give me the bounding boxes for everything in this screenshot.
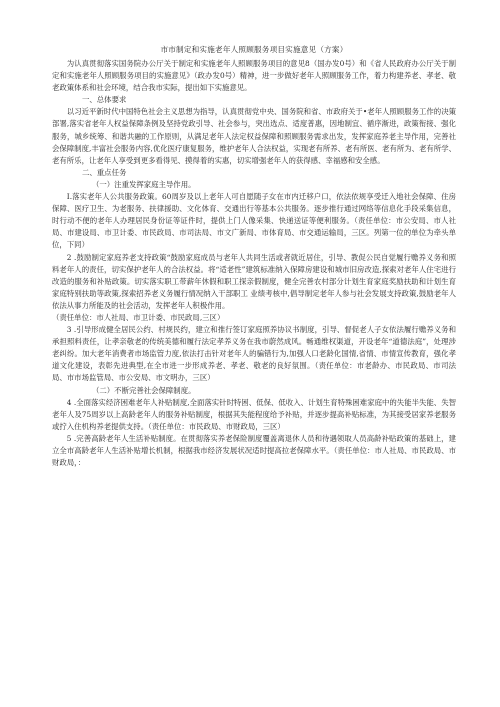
intro-paragraph: 为认真贯彻落实国务院办公厅关于制定和实施老年人照顾服务项目的意见8（国办发0号）和《省人民政府办公厅关于制定和实施老年人照顾服务项目的实施意见》（政办发0号）精神，进一步做好老年人照顾服务工作，着力构建养老、孝老、敬老政策体系和社会环境，结合我市实际，提出如下实施意见。 bbox=[52, 59, 456, 93]
item-2-responsibility: （责任单位：市人社局、市卫计委、市民政局,三区） bbox=[52, 312, 225, 322]
subsection-heading-social-security: （二）不断完善社会保障制度。 bbox=[92, 385, 196, 395]
item-3-paragraph: 3 .引导形成健全居民公约、村规民约，建立和推行签订家庭照养协议书制度，引导、督促老人子女依法履行赡养义务和承担照料责任，让孝亲敬老的传统美德和履行法定孝养义务在我市蔚然成风。畅通维权渠道，开设老年“道德法庭”，处理涉老纠纷。加大老年消费者市场监管力度,依法打击针对老年人的骗错行为,加强人口老龄化国情,省情、市情宣传教育，强化孝道文化建设，表彰先进典型,在全市进一步形成养老、孝老、敬老的良好氛围。（责任单位：市老龄办、市民政局、市司法局、市市场监管局、市公安局、市文明办，三区） bbox=[52, 325, 456, 383]
item-5-paragraph: 5 .完善高龄老年人生活补贴制度。在贯彻落实养老保险制度覆盖离退休人员和待遇领取人员高龄补贴政策的基础上，建立全市高龄老年人生活补贴增长机制，根据我市经济发展状况适时提高拉老保障水平。（责任单位：市人社局、市民政局、市财政局，： bbox=[52, 433, 456, 468]
item-4-paragraph: 4 .全面落实经济困难老年人补贴制度,全面落实针时特困、低保、低收入、计划生育特殊困难家庭中的失能半失能、失智老年人及75周岁以上高龄老年人的服务补贴制度，根据其失能程度给予补贴，并逐步提高补贴标准，为其接受居家养老服务或拧入住机构养老提供支持。（责任单位：市民政局、市财政局，三区） bbox=[52, 397, 456, 431]
section-heading-overall: 一、总体要求 bbox=[82, 95, 127, 105]
subsection-heading-family: （一）注重发挥家庭主导作用。 bbox=[92, 179, 196, 189]
item-1-paragraph: I.落实老年人公共服务政策。60周岁及以上老年人可自愿随子女在市内迁移户口，依法依规享受迁入地社会保障、住房保障、医疗卫生、为老服务、扶律援助、文化体育、交通出行等基本公共服务。逐步推行通过网络等信息化手段采集信息，时行动不便的老年人办理居民身份证等证件时，提供上门人像采集、快递送证等便利服务。（责任单位：市公安局、市人社局、市建设局、市卫计委、市民政局、市司法局、市文广新局、市体育局、市交通运输局，三区。列第一位的单位为牵头单位，下同） bbox=[52, 192, 456, 250]
item-2-paragraph: 2 .鼓励制定家庭养老支持政策“鼓励家庭成员与老年人共同生活或者就近居住，引导、教促公民自觉履行赡养义务和照料老年人的责任，切实保护老年人的合法权益。将“适老性”建筑标准纳入保障房建设和城市旧房改造,探索对老年人住宅进行改造的服务和补贴政策。切实落实职工带薪年休假和职工探亲假制度，健全完善农村部分计划生育家庭奖励扶助和计划生育家庭特别扶助等政策,探索招养老义务履行情况纳入干部职工 业绩考核中,倡导制定老年人参与社会发展支持政策,鼓励老年人依法从事力所能及的社会活动，发挥老年人积极作用。 bbox=[52, 252, 456, 310]
section-heading-tasks: 二、重点任务 bbox=[82, 167, 127, 177]
section-body-overall: 以习近平新时代中国特色社会主义思想为指导，认真贯彻党中央、国务院和省、市政府关于•老年人照顾服务工作的决策部署,落实省老年人权益保障条例及坚持党政引导、社会参与，突出选点、适度普惠，因地制宜、循序渐进，政策衔接、强化服务，城乡统筹、和谐共融的工作原则，从满足老年人法定权益保障和照顾服务需求出发，发挥家庭养老主导作用，完善社会保障制度,丰富社会服务内容,优化医疗康复服务，维护老年人合法权益，实现老有所养、老有所医、老有所为、老有所学、老有所乐，让老年人享受到更多看得见、摸得着的实惠，切实增强老年人的获得感、幸福感和安全感。 bbox=[52, 107, 456, 165]
document-title: 市市制定和实施老年人照顾服务项目实施意见（方案） bbox=[160, 45, 348, 54]
